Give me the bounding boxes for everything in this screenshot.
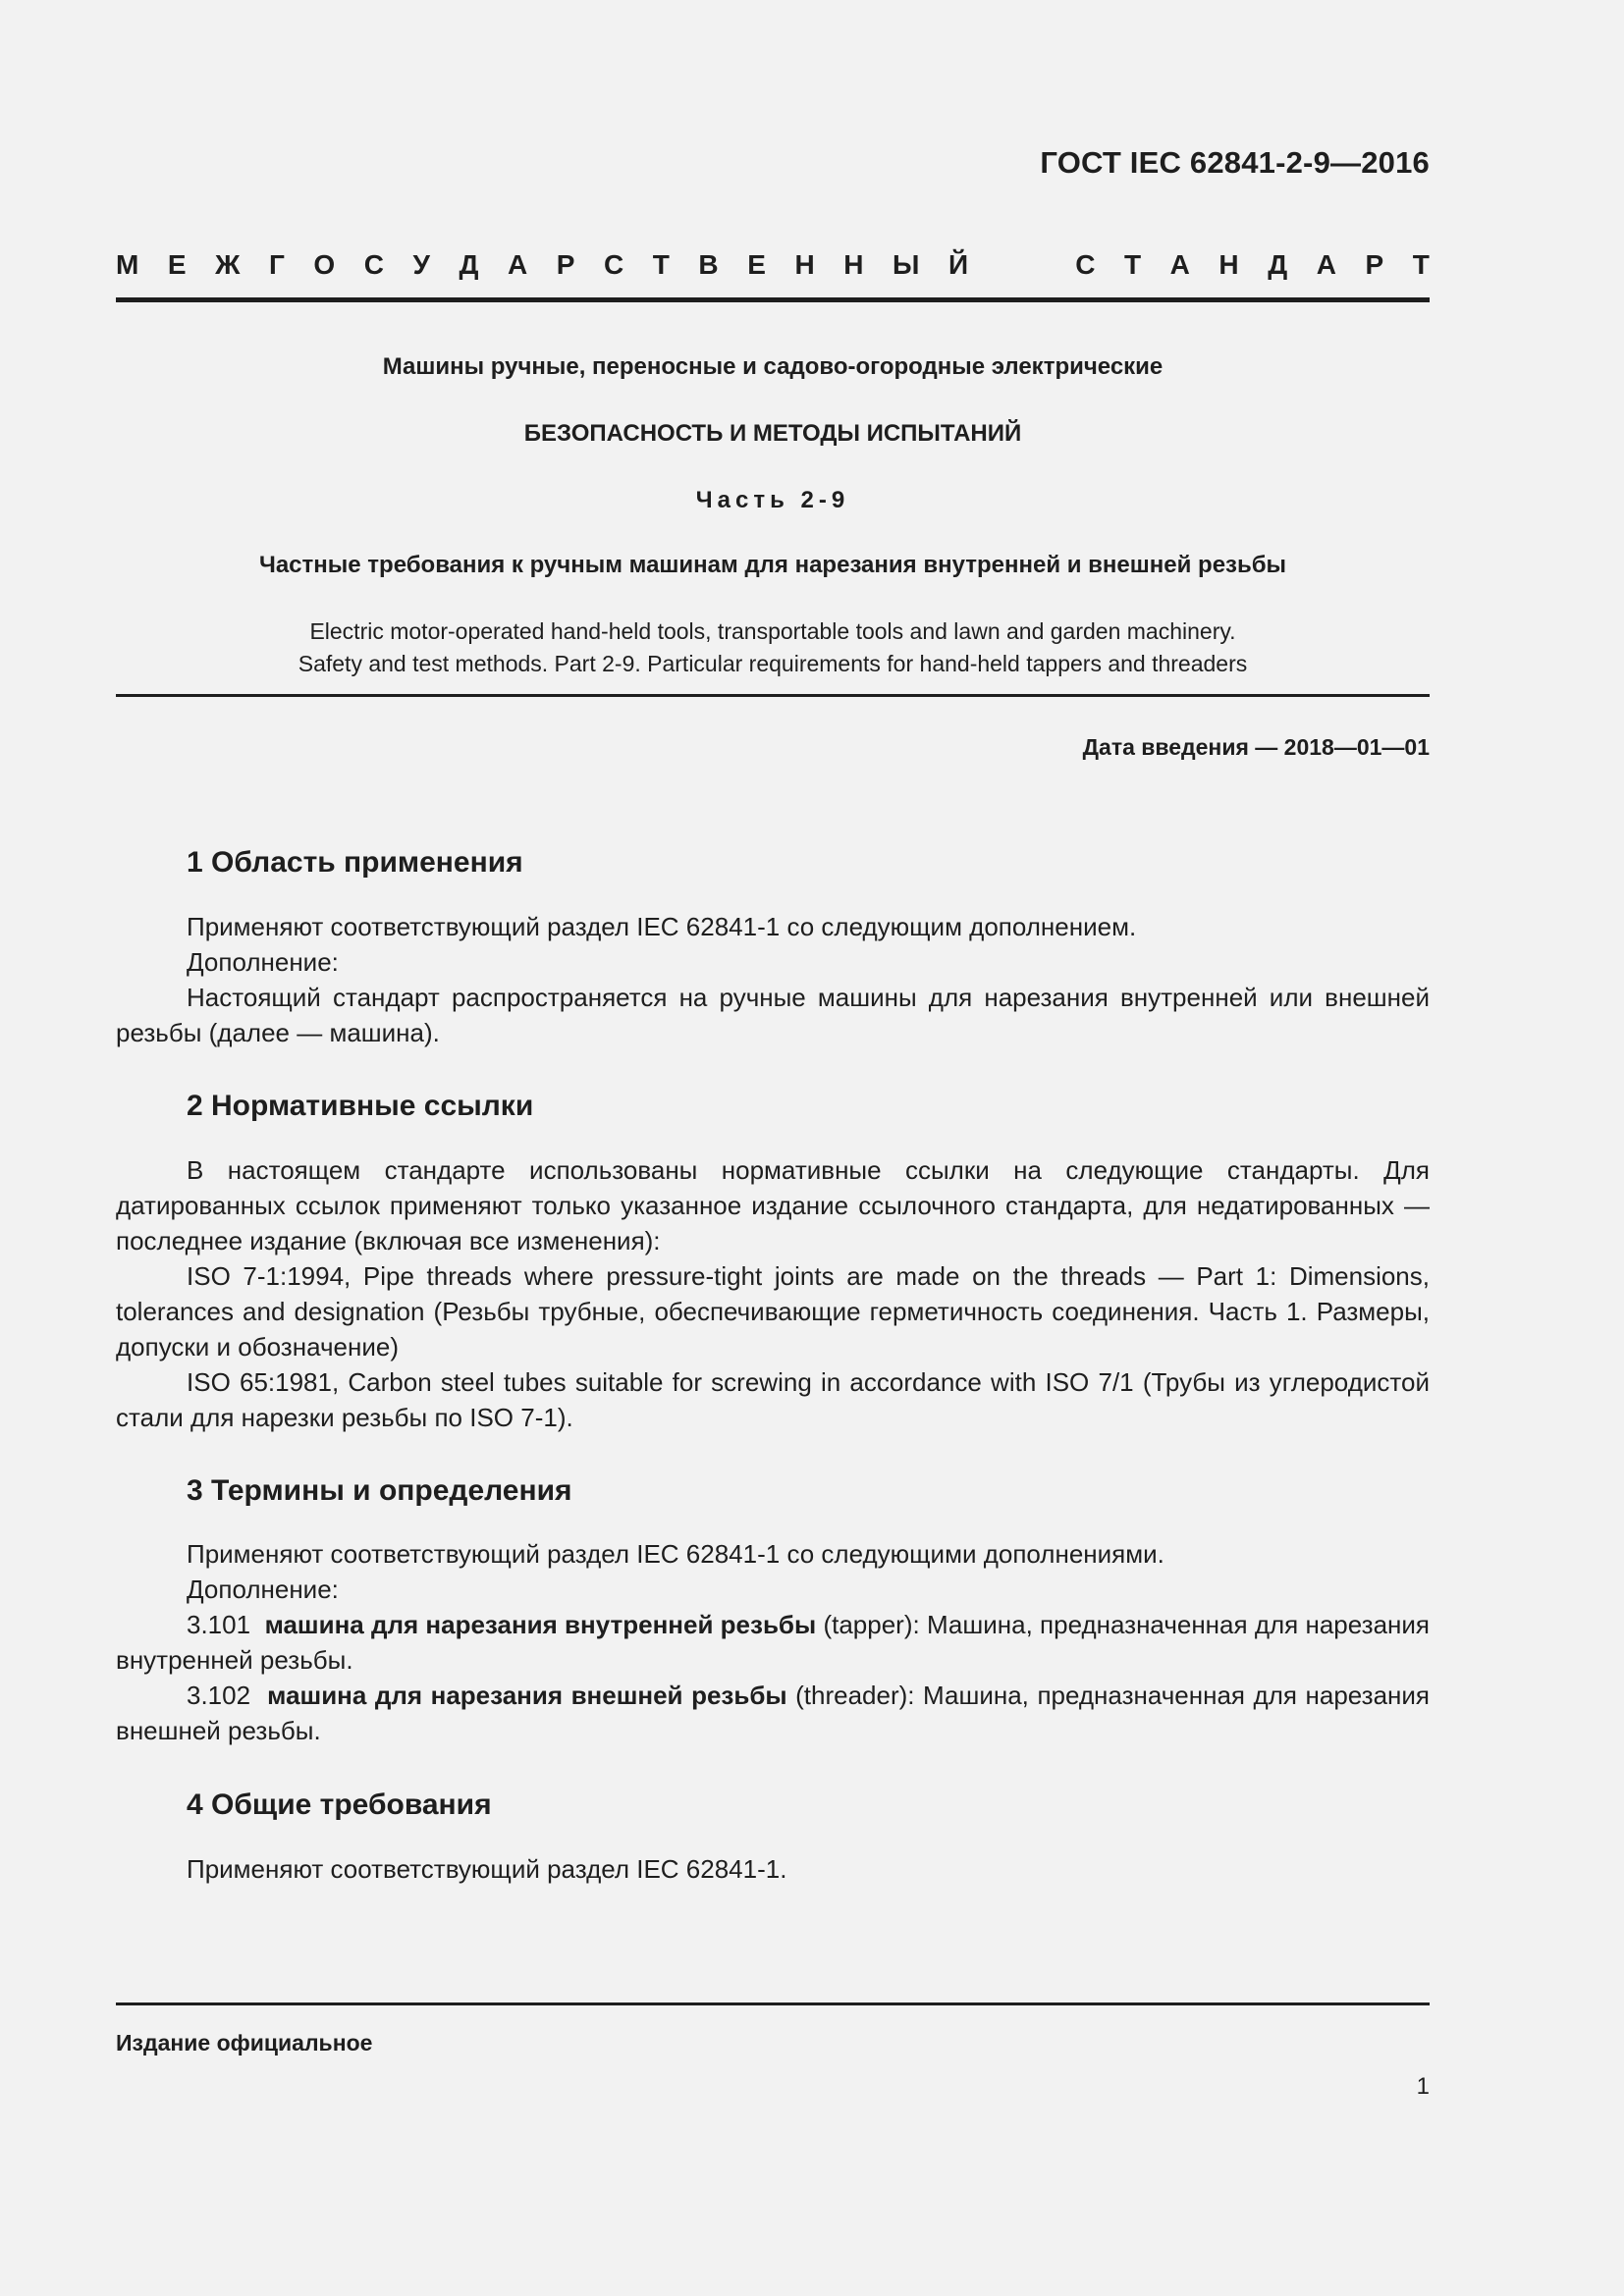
banner-letter: О [313, 249, 336, 280]
banner-letter: С [603, 249, 624, 280]
banner-letter: Т [1412, 249, 1430, 280]
header-rule [116, 297, 1430, 302]
title-line-4: Частные требования к ручным машинам для нарезания внутренней и внешней резьбы [258, 552, 1287, 578]
document-code: ГОСТ IEC 62841-2-9—2016 [1040, 145, 1430, 180]
banner-letter: Е [167, 249, 187, 280]
banner-letter: Д [459, 249, 479, 280]
banner-letter: Т [652, 249, 670, 280]
paragraph: Применяют соответствующий раздел IEC 62841-1 со следующими дополнениями. [187, 1539, 1164, 1569]
banner-letter: А [1169, 249, 1190, 280]
section-2-body [116, 1152, 1430, 1435]
paragraph: В настоящем стандарте использованы нормативные ссылки на следующие стандарты. Для датированных ссылок применяют только указанное издание ссылочного стандарта, для недатированных — последнее издание (включая все изменения): [116, 1155, 1430, 1255]
banner-letter: Т [1123, 249, 1142, 280]
section-3-heading: 3 Термины и определения [187, 1474, 572, 1507]
banner-letter: С [363, 249, 384, 280]
page-number: 1 [1416, 2073, 1430, 2100]
paragraph: Применяют соответствующий раздел IEC 62841-1. [187, 1854, 787, 1884]
paragraph: Дополнение: [187, 947, 339, 977]
banner-letter: Н [794, 249, 815, 280]
definition-number: 3.102 [187, 1681, 251, 1710]
banner-letter: Е [747, 249, 766, 280]
english-title-line-2: Safety and test methods. Part 2-9. Particular requirements for hand-held tappers and threaders [298, 651, 1248, 676]
banner-letter: М [116, 249, 139, 280]
definition-term: машина для нарезания внутренней резьбы [264, 1610, 817, 1639]
banner-letter: У [412, 249, 430, 280]
paragraph: ISO 65:1981, Carbon steel tubes suitable for screwing in accordance with ISO 7/1 (Трубы из углеродистой стали для нарезки резьбы по ISO 7-1). [116, 1367, 1430, 1432]
section-1-body [116, 909, 1430, 1050]
english-title [116, 615, 1430, 680]
title-line-1: Машины ручные, переносные и садово-огородные электрические [382, 353, 1164, 380]
definition-3-101 [116, 1607, 1430, 1678]
definition-3-102 [116, 1678, 1430, 1748]
definition-text: (threader): Машина, предназначенная для нарезания внешней резьбы. [116, 1681, 1431, 1745]
banner-letter: Ы [893, 249, 920, 280]
banner-letter: Ж [215, 249, 241, 280]
paragraph: Настоящий стандарт распространяется на ручные машины для нарезания внутренней или внешней резьбы (далее — машина). [116, 983, 1430, 1047]
english-title-line-1: Electric motor-operated hand-held tools, transportable tools and lawn and garden machinery. [309, 618, 1236, 644]
banner-letter: Н [1218, 249, 1239, 280]
banner-letter: А [507, 249, 528, 280]
standard-banner [116, 245, 1430, 285]
title-rule [116, 694, 1430, 697]
banner-letter: Н [843, 249, 864, 280]
title-line-2: БЕЗОПАСНОСТЬ И МЕТОДЫ ИСПЫТАНИЙ [523, 420, 1022, 447]
section-1-heading: 1 Область применения [187, 846, 523, 879]
title-part: Часть 2-9 [695, 487, 850, 513]
banner-letter: Г [268, 249, 285, 280]
paragraph: ISO 7-1:1994, Pipe threads where pressure-tight joints are made on the threads — Part 1: Dimensions, tolerances and designation (Резьбы трубные, обеспечивающие герметичность соединения. Часть 1. Размеры, допуски и обозначение) [116, 1261, 1430, 1362]
section-2-heading: 2 Нормативные ссылки [187, 1090, 534, 1122]
section-4-heading: 4 Общие требования [187, 1789, 492, 1821]
section-3-body [116, 1536, 1430, 1748]
official-edition-label: Издание официальное [116, 2030, 373, 2056]
banner-letter: Р [1365, 249, 1384, 280]
banner-letter: С [1075, 249, 1096, 280]
definition-text: (tapper): Машина, предназначенная для нарезания внутренней резьбы. [116, 1610, 1430, 1675]
definition-term: машина для нарезания внешней резьбы [267, 1681, 787, 1710]
banner-letter: Д [1268, 249, 1288, 280]
banner-letter: А [1316, 249, 1336, 280]
banner-letter: Р [556, 249, 575, 280]
banner-letter: Й [947, 249, 969, 280]
date-of-introduction: Дата введения — 2018—01—01 [1082, 734, 1430, 760]
paragraph: Применяют соответствующий раздел IEC 62841-1 со следующим дополнением. [187, 912, 1137, 941]
footer-rule [116, 2002, 1430, 2005]
definition-number: 3.101 [187, 1610, 251, 1639]
paragraph: Дополнение: [187, 1575, 339, 1604]
banner-letter: В [698, 249, 719, 280]
section-4-body [116, 1851, 1430, 1887]
